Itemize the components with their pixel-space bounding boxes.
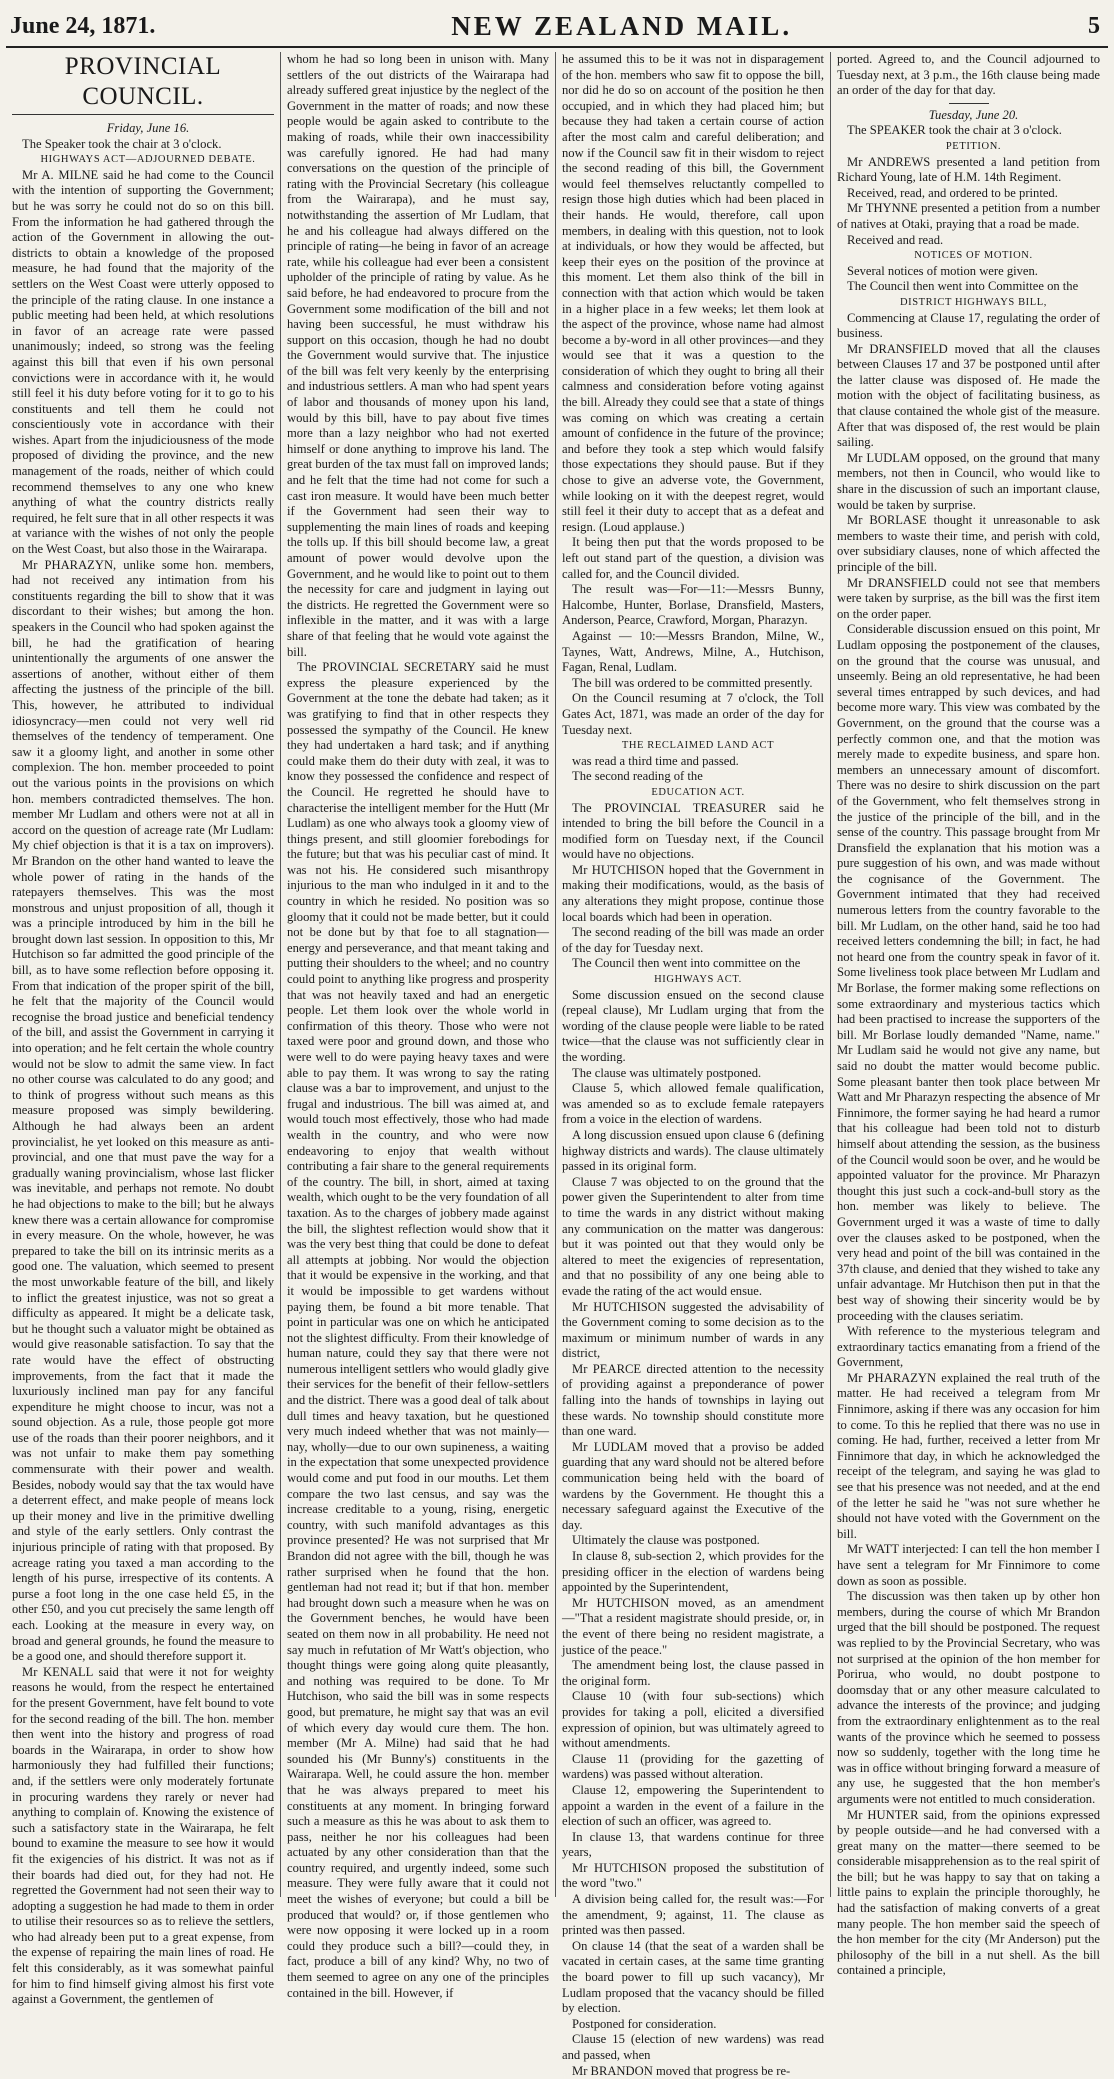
paragraph: Clause 10 (with four sub-sections) which provides for taking a poll, elicited a diversified expression of opinion, but was ultimately agreed to without amendments. (562, 1689, 824, 1751)
paragraph: Mr DRANSFIELD could not see that members were taken by surprise, as the bill was the first item on the order paper. (837, 575, 1100, 621)
paragraph: Several notices of motion were given. (847, 263, 1038, 278)
paragraph: Mr BRANDON moved that progress be re- (572, 2063, 791, 2078)
subheading: PETITION. (945, 140, 1002, 152)
paragraph: The SPEAKER took the chair at 3 o'clock. (847, 123, 1062, 138)
paragraph: The second reading of the (572, 769, 703, 784)
subheading: NOTICES OF MOTION. (914, 250, 1033, 262)
paragraph: The second reading of the bill was made an order of the day for Tuesday next. (562, 925, 824, 955)
paragraph: Mr PHARAZYN, unlike some hon. members, had not received any intimation from his constituents regarding the bill to show that it was discordant to their wishes; but among the hon. speakers in the Council who had spoken against the bill, he had the gratification of hearing unintentionally the arguments of one answer the assertions of another, without either of them affecting the justness of the principle of the bill. This, however, he attributed to individual idiosyncracy—men could not very well rid themselves of the tendency of temperament. One saw it a gloomy light, and another in some other complexion. The hon. member proceeded to point out the various points in the provisions on which hon. members contradicted themselves. The hon. member Mr Ludlam and others were not at all in accord on the question of acreage rate (Mr Ludlam: My chief objection is that it is a tax on improvers). Mr Brandon on the other hand wanted to leave the whole power of rating in the hands of the ratepayers themselves. This was the most monstrous and unjust proposition of all, though it was a principle introduced by him in the bill he brought down last session. In opposition to this, Mr Hutchison so far admitted the good principle of the bill, as to have some reflection before opposing it. From that indication of the proper spirit of the bill, he felt that the majority of the Council would recognise the broad justice and beneficial tendency of the bill, and assist the Government in carrying it into operation; and he felt certain the whole country would not be slow to admit the same view. In fact no other course was calculated to do any good; and to think of progress without such means as this measure proposed was simply bewildering. Although he had always been an ardent provincialist, he yet looked on this measure as anti-provincial, and one that must pave the way for a gradually waning provincialism, whose last flicker was inevitable, and perhaps not remote. No doubt he had objections to make to the bill; but he always knew there was a certain allowance for compromise in every measure. On the whole, however, he was prepared to take the bill on its intrinsic merits as a good one. The valuation, which seemed to present the most unworkable feature of the bill, and likely to inflict the greatest injustice, was not so great a difficulty as appeared. It might be a delicate task, but he thought such a valuator might be obtained as would give reasonable satisfaction. To say that the rate would have the effect of obstructing improvements, from the fact that it made the luxuriously inclined man pay for any fanciful expenditure he might choose to incur, was not a sound objection. As a rule, those people got more use of the roads than their poorer neighbors, and it was not unfair to make them pay something commensurate with their power and wealth. Besides, nobody would say that the tax would have a deterrent effect, and make people of means lock up their money and live in the primitive dwelling and style of the early settlers. Only contrast the injurious principle of rating with that proposed. By acreage rating you taxed a man according to the length of his purse, irrespective of its contents. A purse a foot long in the one case held £5, in the other £50, and you cut precisely the same length off each. Looking at the measure in every way, on broad and general grounds, he found the measure to be a good one, and should therefore support it. (12, 557, 274, 1664)
paper-title: NEW ZEALAND MAIL. (451, 10, 793, 41)
subheading: HIGHWAYS ACT. (654, 974, 742, 986)
paragraph: was read a third time and passed. (572, 753, 739, 768)
paragraph: In clause 8, sub-section 2, which provides for the presiding officer in the election of wardens being appointed by the Superintendent, (562, 1549, 824, 1595)
subheading: EDUCATION ACT. (651, 786, 745, 798)
paragraph: Mr THYNNE presented a petition from a number of natives at Otaki, praying that a road be made. (837, 201, 1100, 231)
divider (949, 103, 989, 104)
paragraph: The amendment being lost, the clause passed in the original form. (562, 1658, 824, 1688)
page-number: 5 (1088, 12, 1100, 39)
subheading: DISTRICT HIGHWAYS BILL, (899, 296, 1048, 308)
paragraph: Clause 7 was objected to on the ground that the power given the Superintendent to alter from time to time the wards in any district without making any communication on the matter was dangerous: but it was pointed out that they would only be altered to meet the exigencies of representation, and that no possibility of any one being able to evade the rating of the act would ensue. (562, 1174, 824, 1298)
paragraph: Mr WATT interjected: I can tell the hon member I have sent a telegram for Mr Finnimore to come down as soon as possible. (837, 1542, 1100, 1588)
paragraph: Clause 5, which allowed female qualification, was amended so as to exclude female ratepayers from a voice in the election of wardens. (562, 1081, 824, 1127)
paragraph: A division being called for, the result was:—For the amendment, 9; against, 11. The clause as printed was then passed. (562, 1892, 824, 1938)
paragraph: Mr LUDLAM opposed, on the ground that many members, not then in Council, who would like to share in the discussion of such an important clause, would be taken by surprise. (837, 450, 1100, 512)
paragraph: Considerable discussion ensued on this point, Mr Ludlam opposing the postponement of the clauses, on the ground that the course was unusual, and unseemly. Being an old representative, he had been several times entrapped by such devices, and had become more wary. This view was combated by the Government, on the ground that the course was a perfectly common one, and that the motion was merely made to expedite business, and spare hon. members an unnecessary amount of discomfort. There was no desire to shirk discussion on the part of the Government, who felt themselves strong in the justice of the principle of the bill, and in the sense of the country. This passage brought from Mr Dransfield the explanation that his motion was a pure suggestion of his own, and was made without the cognisance of the Government. The Government intimated that they had received numerous letters from the country favorable to the bill. Mr Ludlam, on the other hand, said he too had received letters condemning the bill; in fact, he had not heard one from the country speak in favor of it. Some liveliness took place between Mr Ludlam and Mr Borlase, the former making some reflections on some extraordinary and mysterious tactics which had been practised to increase the supporters of the bill. Mr Borlase loudly demanded "Name, name." Mr Ludlam said he would not give any name, but said no doubt the matter would become public. Some pleasant banter then took place between Mr Watt and Mr Pharazyn respecting the absence of Mr Finnimore, the former saying he had heard a rumor that his colleague had been told not to disturb himself about attending the session, as the business of the Council would soon be over, and he would be appointed valuator for the province. Mr Pharazyn thought this just such a cock-and-bull story as the hon. member was likely to believe. The Government urged it was a waste of time to dally over the clauses asked to be postponed, when the very head and point of the bill was contained in the 37th clause, and denied that they wished to take any unfair advantage. Mr Hutchison then put in that the best way of showing their sincerity would be by proceeding with the clauses seriatim. (837, 622, 1100, 1323)
paragraph: With reference to the mysterious telegram and extraordinary tactics emanating from a friend of the Government, (837, 1324, 1100, 1370)
paragraph: Some discussion ensued on the second clause (repeal clause), Mr Ludlam urging that from the wording of the clause people were liable to be rated twice—that the clause was not sufficiently clear in the wording. (562, 987, 824, 1064)
paragraph: The clause was ultimately postponed. (572, 1065, 762, 1080)
dateline: Tuesday, June 20. (928, 107, 1019, 122)
paragraph: Mr HUTCHISON proposed the substitution of the word "two." (562, 1860, 824, 1891)
paragraph: Commencing at Clause 17, regulating the order of business. (837, 310, 1100, 341)
paragraph: Mr A. MILNE said he had come to the Council with the intention of supporting the Government; but he was sorry he could not do so on this bill. From the information he had gathered through the action of the Government in allowing the out-districts to obtain a knowledge of the proposed measure, he had found that the majority of the settlers on the West Coast were utterly opposed to the principle of the rating clause. In one instance a public meeting had been held, at which resolutions in favor of an acreage rate were passed unanimously; indeed, so strong was the feeling against this bill that even if his own personal convictions were in accordance with it, he would still feel it his duty before voting for it to go to his constituents and tell them he could not conscientiously vote in accordance with their wishes. Apart from the injudiciousness of the mode proposed of dividing the province, and the new management of the roads, neither of which could recommend themselves to any one who knew anything of what the country districts really required, he felt sure that in all other respects it was at variance with the wishes of not only the people on the West Coast, but also those in the Wairarapa. (12, 167, 274, 557)
column-4 (831, 52, 1106, 1978)
paragraph: The Council then went into Committee on the (847, 279, 1079, 294)
column-3 (556, 52, 831, 2078)
paragraph: Against — 10:—Messrs Brandon, Milne, W., Taynes, Watt, Andrews, Milne, A., Hutchison, Fagan, Renal, Ludlam. (562, 628, 824, 675)
paragraph: Received and read. (847, 232, 944, 247)
paragraph: The PROVINCIAL SECRETARY said he must express the pleasure experienced by the Government at the tone the debate had taken; as it was gratifying to find that in other respects they possessed the sympathy of the Council. He knew they had undertaken a hard task; and if anything could make them do their duty with zeal, it was to know they possessed the confidence and respect of the Council. He regretted he should have to characterise the intelligent member for the Hutt (Mr Ludlam) as one who always took a gloomy view of things present, and still gloomier forebodings for the future; but that was his peculiar cast of mind. It was not his. He considered such misanthropy injurious to the man who indulged in it and to the country in which he resided. No position was so gloomy that it could not be made better, but it could not be done but by that foe to all stagnation—energy and perseverance, and that meant taking and putting their shoulders to the wheel; and no country could point to anything like progress and prosperity that was not heavily taxed and had an energetic people. Let them look over the whole world in confirmation of this theory. Those who were not taxed were poor and ground down, and those who were well to do were paying heavy taxes and were able to pay them. It was wrong to say the rating clause was a bar to improvement, and unjust to the frugal and industrious. The bill was aimed at, and would touch most effectively, those who had made wealth in the country, and who were now endeavoring to enjoy that wealth without contributing a fair share to the general requirements of the country. The bill, in short, aimed at taxing wealth, which ought to be the very foundation of all taxation. As to the charges of jobbery made against the bill, the slightest reflection would show that it was the very best thing that could be done to defeat all attempts at jobbing. Nor would the objection that it would be expensive in the working, and that it would be impossible to get wardens without paying them, be found a bit more tenable. That point in particular was one on which he anticipated not the slightest difficulty. From their knowledge of human nature, could they say that there were not numerous intelligent settlers who would gladly give their services for the benefit of their fellow-settlers and the district. There was a good deal of talk about dull times and heavy taxation, but he questioned very much indeed whether that was not mainly—nay, wholly—due to our own supineness, a waiting in the expectation that some unexpected providence would come and put food in our mouths. Let them compare the two last census, and say was the increase creditable to a young, rising, energetic country, with such manifold advantages as this province presented? He was not surprised that Mr Brandon did not agree with the bill, though he was rather surprised when he found that the hon. gentleman had not read it; but if that hon. member had brought down such a measure when he was on the Government benches, he would have been seated on them now in all probability. He need not say much in refutation of Mr Watt's objection, who thought things were going along quite pleasantly, and nothing was required to be done. To Mr Hutchison, who said the bill was in some respects good, but premature, he might say that was an evil of which every day would cure them. The hon. member (Mr A. Milne) had said that he had sounded his (Mr Bunny's) constituents in the Wairarapa. Well, he could assure the hon. member that he was always prepared to meet his constituents at any moment. In bringing forward such a measure as this he was about to ask them to pass, neither he nor his colleagues had been actuated by any other consideration than that the country required, and urgently indeed, some such measure. They were fully aware that it could not meet the wishes of everyone; but could a bill be produced that would? or, if those gentlemen who were now opposing it were locked up in a room could they produce such a bill?—could they, in fact, produce a bill of any kind? Why, no two of them seemed to agree on any one of the principles contained in the bill. However, if (287, 660, 549, 2000)
paragraph: Mr KENALL said that were it not for weighty reasons he would, from the respect he entertained for the present Government, have felt bound to vote for the second reading of the bill. The hon. member then went into the history and progress of road boards in the Wairarapa, in order to show how harmoniously they had fulfilled their functions; and, if the settlers were only moderately fortunate in procuring wardens they rarely or never had anything to complain of. Knowing the existence of such a satisfactory state in the Wairarapa, he felt bound to examine the measure to see how it would fit the exigencies of his district. It was not as if their boards had died out, for they had not. He regretted the Government had not seen their way to adopting a suggestion he had made to them in order to utilise their resources so as to relieve the settlers, who had already been put to a great expense, from the expense of repairing the main lines of road. He felt this considerably, as it was somewhat painful for him to find himself giving almost his first vote against a Government, the gentlemen of (12, 1664, 274, 2007)
paragraph: Mr LUDLAM moved that a proviso be added guarding that any ward should not be altered before communication being held with the board of wardens by the Government. He thought this a necessary safeguard against the Executive of the day. (562, 1439, 824, 1532)
subheading: THE RECLAIMED LAND ACT (621, 740, 775, 752)
paragraph: Mr BORLASE thought it unreasonable to ask members to waste their time, and perish with cold, over subsidiary clauses, none of which affected the principle of the bill. (837, 513, 1100, 574)
paragraph: The bill was ordered to be committed presently. (572, 675, 813, 690)
paragraph: The PROVINCIAL TREASURER said he intended to bring the bill before the Council in a modified form on Tuesday next, if the Council would have no objections. (562, 800, 824, 862)
paragraph: Mr HUTCHISON moved, as an amendment—"That a resident magistrate should preside, or, in the event of there being no resident magistrate, a justice of the peace." (562, 1595, 824, 1657)
paragraph: Clause 15 (election of new wardens) was read and passed, when (562, 2032, 824, 2062)
paragraph: Mr ANDREWS presented a land petition from Richard Young, late of H.M. 14th Regiment. (837, 154, 1100, 185)
paragraph: The result was—For—11:—Messrs Bunny, Halcombe, Hunter, Borlase, Dransfield, Masters, Anderson, Pearce, Crawford, Morgan, Pharazyn. (562, 582, 824, 628)
paragraph: A long discussion ensued upon clause 6 (defining highway districts and wards). The clause ultimately passed in its original form. (562, 1127, 824, 1174)
paragraph: Mr HUNTER said, from the opinions expressed by people outside—and he had conversed with a great many on the matter—there seemed to be considerable misapprehension as to the real spirit of the bill; but he was happy to say that on taking a little pains to explain the principle thoroughly, he had the satisfaction of making converts of a great many people. The hon member said the speech of the hon member for the city (Mr Anderson) put the philosophy of the bill in a nut shell. As the bill contained a principle, (837, 1807, 1100, 1978)
paragraph: On the Council resuming at 7 o'clock, the Toll Gates Act, 1871, was made an order of the day for Tuesday next. (562, 691, 824, 737)
dateline: Friday, June 16. (106, 121, 190, 135)
paragraph: The Speaker took the chair at 3 o'clock. (22, 136, 222, 151)
issue-date: June 24, 1871. (10, 12, 156, 39)
paragraph: he assumed this to be it was not in disparagement of the hon. members who saw fit to oppose the bill, nor did he do so on account of the position he then occupied, and in which they had placed him; but because they had taken a certain course of action after the most calm and careful deliberation; and now if the Council saw fit in their wisdom to reject the second reading of this bill, the Government would feel themselves reluctantly compelled to resign those high duties which had been placed in their hands. He would, therefore, call upon members, in dealing with this question, not to look at individuals, or how they would be affected, but keep their eyes on the position of the province at this moment. Let them also think of the bill in connection with that action which would be taken in a higher place in a few weeks; let them look at the aspect of the province, whose name had almost become a by-word in all other provinces—and they would see that it was a question to the consideration of which they ought to bring all their calmness and consideration before voting against the bill. Already they could see that a state of things was coming on which was creating a certain amount of confidence in the future of the province; and before they took a step which would falsify those expectations they should pause. But if they chose to give an adverse vote, the Government, while looking on it with the deepest regret, would still feel it their duty to accept that as a defeat and resign. (Loud applause.) (562, 52, 824, 534)
paragraph: Mr PEARCE directed attention to the necessity of providing against a preponderance of power falling into the hands of townships in laying out these wards. No township should constitute more than one ward. (562, 1361, 824, 1439)
paragraph: Mr DRANSFIELD moved that all the clauses between Clauses 17 and 37 be postponed until after the latter clause was disposed of. He made the motion with the object of facilitating business, as that clause contained the whole gist of the measure. After that was disposed of, the rest would be plain sailing. (837, 341, 1100, 450)
paragraph: In clause 13, that wardens continue for three years, (562, 1829, 824, 1860)
section-title: PROVINCIAL COUNCIL. (12, 52, 274, 115)
paragraph: Mr HUTCHISON hoped that the Government in making their modifications, would, as the basis of any alterations they might propose, continue those local boards which had been in operation. (562, 862, 824, 924)
paragraph: Postponed for consideration. (572, 2016, 717, 2031)
paragraph: Ultimately the clause was postponed. (572, 1533, 760, 1548)
paragraph: The Council then went into committee on the (572, 956, 801, 971)
paragraph: It being then put that the words proposed to be left out stand part of the question, a division was called for, and the Council divided. (562, 535, 824, 581)
paragraph: Mr PHARAZYN explained the real truth of the matter. He had received a telegram from Mr Finnimore, asking if there was any occasion for him to come. To this he replied that there was no use in coming. He had, further, received a letter from Mr Finnimore that day, in which he acknowledged the receipt of the telegram, and saying he was glad to see that his presence was not needed, and at the end of the letter he said he "was not sure whether he should not have voted with the Government on the bill. (837, 1370, 1100, 1541)
paragraph: Clause 11 (providing for the gazetting of wardens) was passed without alteration. (562, 1751, 824, 1782)
paragraph: Mr HUTCHISON suggested the advisability of the Government coming to some decision as to the maximum or minimum number of wards in any district, (562, 1299, 824, 1361)
paragraph: Received, read, and ordered to be printed. (847, 185, 1058, 200)
column-1 (6, 52, 281, 2007)
paragraph: The discussion was then taken up by other hon members, during the course of which Mr Brandon urged that the bill should be postponed. The request was replied to by the Provincial Secretary, who was not surprised at the opinion of the hon member for Porirua, who would, no doubt postpone to doomsday that or any other measure calculated to advance the interests of the province; and judging from the extraordinary enlightenment as to the real wants of the province which he seemed to possess now so suddenly, together with the long time he was in office without bringing forward a measure of any use, he suggested that the hon member's arguments were not entitled to much consideration. (837, 1589, 1100, 1806)
paragraph: whom he had so long been in unison with. Many settlers of the out districts of the Wairarapa had already suffered great injustice by the neglect of the Government in the matter of roads; and now these people would be again asked to contribute to the making of roads, while their own inaccessibility was carefully ignored. He had had many conversations on the question of the principle of rating with the Provincial Secretary (his colleague from the Wairarapa), and he must say, notwithstanding the assertion of Mr Ludlam, that he and his colleague had always differed on the principle of rating—he being in favor of an acreage rate, while his colleague had ever been a consistent upholder of the principle of rating by value. As he said before, he had endeavored to procure from the Government some modification of the bill and not having been successful, he must withdraw his support on this occasion, though he had no doubt the Government would survive that. The injustice of the bill was felt very keenly by the enterprising and industrious settlers. A man who had spent years of labor and thousands of money upon his land, would by this bill, have to pay about five times more than a lazy neighbor who had not exerted himself or done anything to improve his land. The great burden of the tax must fall on improved lands; and he felt that the time had not come for such a cast iron measure. It would have been much better if the Government had seen their way to supplementing the main lines of roads and keeping the tolls up. If this bill should become law, a great amount of power would devolve upon the Government, and he would like to point out to them the necessity for care and judgment in laying out the districts. He regretted the Government were so inflexible in the matter, and it was with a large share of that feeling that he would vote against the bill. (287, 52, 549, 659)
masthead (6, 6, 1108, 48)
paragraph: ported. Agreed to, and the Council adjourned to Tuesday next, at 3 p.m., the 16th clause being made an order of the day for that day. (837, 52, 1100, 98)
paragraph: Clause 12, empowering the Superintendent to appoint a warden in the event of a failure in the election of such an officer, was agreed to. (562, 1782, 824, 1829)
paragraph: On clause 14 (that the seat of a warden shall be vacated in certain cases, at the same time granting the board power to fill up such vacancy), Mr Ludlam proposed that the vacancy should be filled by election. (562, 1938, 824, 2016)
subheading: HIGHWAYS ACT—ADJOURNED DEBATE. (40, 154, 256, 166)
column-2 (281, 52, 556, 2000)
columns (6, 52, 1108, 2078)
